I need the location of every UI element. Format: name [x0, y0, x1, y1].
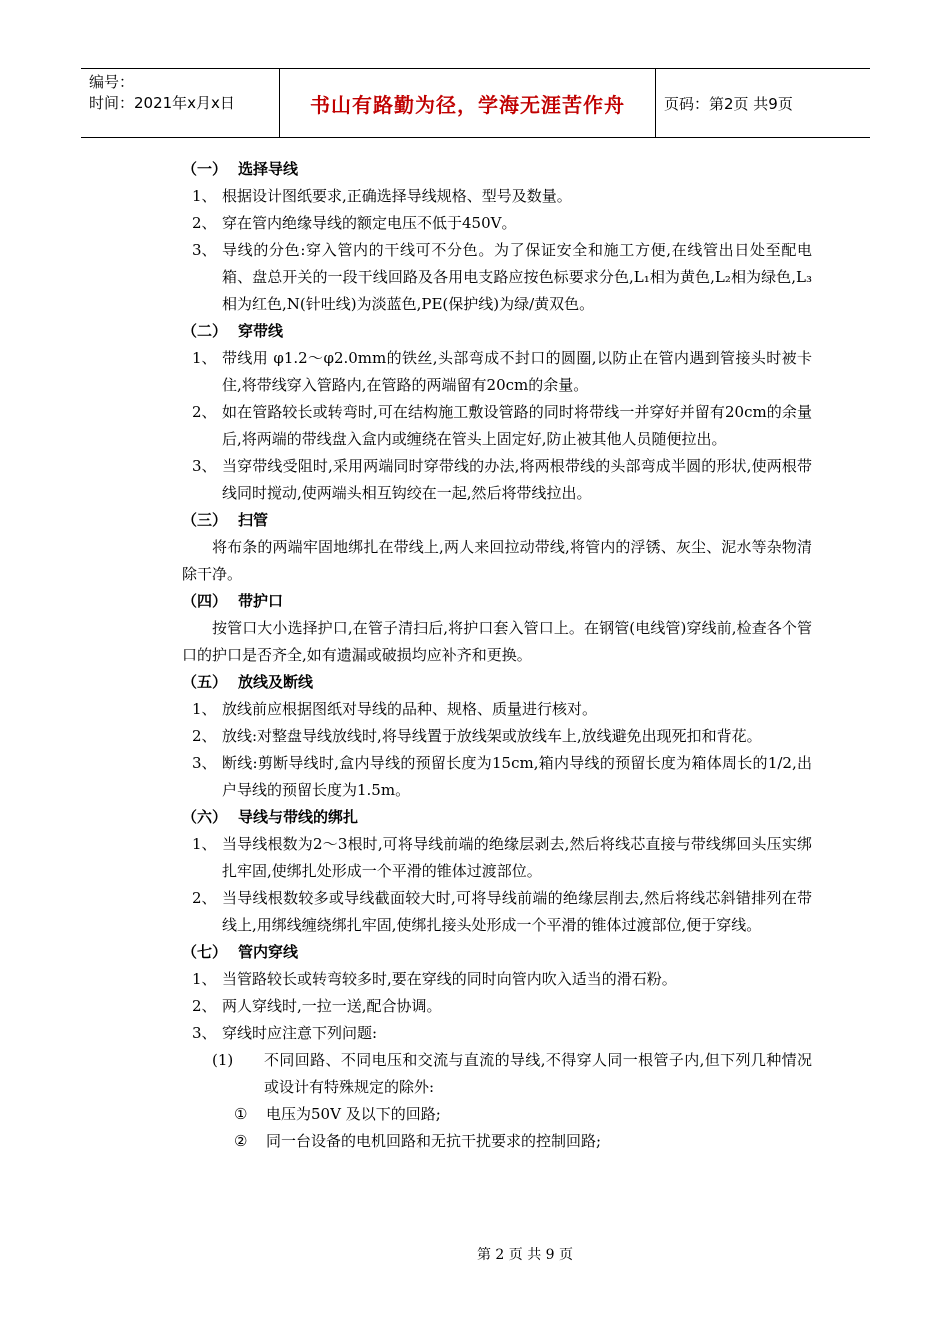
list-item: 3、 穿线时应注意下列问题: [192, 1024, 378, 1042]
list-item: 1、 当导线根数为2～3根时,可将导线前端的绝缘层剥去,然后将线芯直接与带线绑回头压实绑扎牢固,使绑扎处形成一个平滑的锥体过渡部位。 [192, 835, 812, 880]
list-item: 2、 当导线根数较多或导线截面较大时,可将导线前端的绝缘层削去,然后将线芯斜错排列在带线上,用绑线缠绕绑扎牢固,使绑扎接头处形成一个平滑的锥体过渡部位,便于穿线。 [192, 889, 812, 934]
list-item: 3、 断线:剪断导线时,盒内导线的预留长度为15cm,箱内导线的预留长度为箱体周长的1/2,出户导线的预留长度为1.5m。 [192, 754, 812, 799]
paragraph: 按管口大小选择护口,在管子清扫后,将护口套入管口上。在钢管(电线管)穿线前,检查各个管口的护口是否齐全,如有遗漏或破损均应补齐和更换。 [182, 619, 812, 664]
section-heading: （五） 放线及断线 [182, 673, 314, 691]
list-item: 2、 放线:对整盘导线放线时,将导线置于放线架或放线车上,放线避免出现死扣和背花。 [192, 727, 762, 745]
document-body [182, 156, 822, 1155]
list-item: 2、 两人穿线时,一拉一送,配合协调。 [192, 997, 442, 1015]
list-item: 3、 当穿带线受阻时,采用两端同时穿带线的办法,将两根带线的头部弯成半圆的形状,使两根带线同时搅动,使两端头相互钩绞在一起,然后将带线拉出。 [192, 457, 812, 502]
sub-item: (1) 不同回路、不同电压和交流与直流的导线,不得穿人同一根管子内,但下列几种情况或设计有特殊规定的除外: [212, 1051, 812, 1096]
paragraph: 将布条的两端牢固地绑扎在带线上,两人来回拉动带线,将管内的浮锈、灰尘、泥水等杂物清除干净。 [182, 538, 812, 583]
header-motto: 书山有路勤为径，学海无涯苦作舟 [280, 69, 656, 137]
section-heading: （一） 选择导线 [182, 160, 299, 178]
list-item: 1、 根据设计图纸要求,正确选择导线规格、型号及数量。 [192, 187, 572, 205]
number-label: 编号： [89, 73, 135, 91]
circled-item: ② 同一台设备的电机回路和无抗干扰要求的控制回路; [234, 1132, 602, 1150]
section-heading: （六） 导线与带线的绑扎 [182, 808, 359, 826]
circled-item: ① 电压为50V 及以下的回路; [234, 1105, 441, 1123]
header-table [81, 68, 870, 138]
section-heading: （二） 穿带线 [182, 322, 284, 340]
section-heading: （三） 扫管 [182, 511, 269, 529]
list-item: 1、 带线用 φ1.2～φ2.0mm的铁丝,头部弯成不封口的圆圈,以防止在管内遇到管接头时被卡住,将带线穿入管路内,在管路的两端留有20cm的余量。 [192, 349, 812, 394]
header-meta [81, 69, 280, 137]
section-heading: （七） 管内穿线 [182, 943, 299, 961]
list-item: 1、 放线前应根据图纸对导线的品种、规格、质量进行核对。 [192, 700, 598, 718]
section-heading: （四） 带护口 [182, 592, 284, 610]
list-item: 2、 如在管路较长或转弯时,可在结构施工敷设管路的同时将带线一并穿好并留有20cm的余量后,将两端的带线盘入盒内或缠绕在管头上固定好,防止被其他人员随便拉出。 [192, 403, 812, 448]
list-item: 1、 当管路较长或转弯较多时,要在穿线的同时向管内吹入适当的滑石粉。 [192, 970, 677, 988]
list-item: 2、 穿在管内绝缘导线的额定电压不低于450V。 [192, 214, 517, 232]
list-item: 3、 导线的分色:穿入管内的干线可不分色。为了保证安全和施工方便,在线管出日处至配电箱、盘总开关的一段干线回路及各用电支路应按色标要求分色,L₁相为黄色,L₂相为绿色,L₃相为红色,N(针吐线)为淡蓝色,PE(保护线)为绿/黄双色。 [192, 241, 812, 313]
date-label: 时间：2021年x月x日 [89, 94, 235, 112]
page-footer: 第 2 页 共 9 页 [476, 1247, 574, 1263]
header-page-label: 页码：第2页 共9页 [664, 94, 793, 113]
